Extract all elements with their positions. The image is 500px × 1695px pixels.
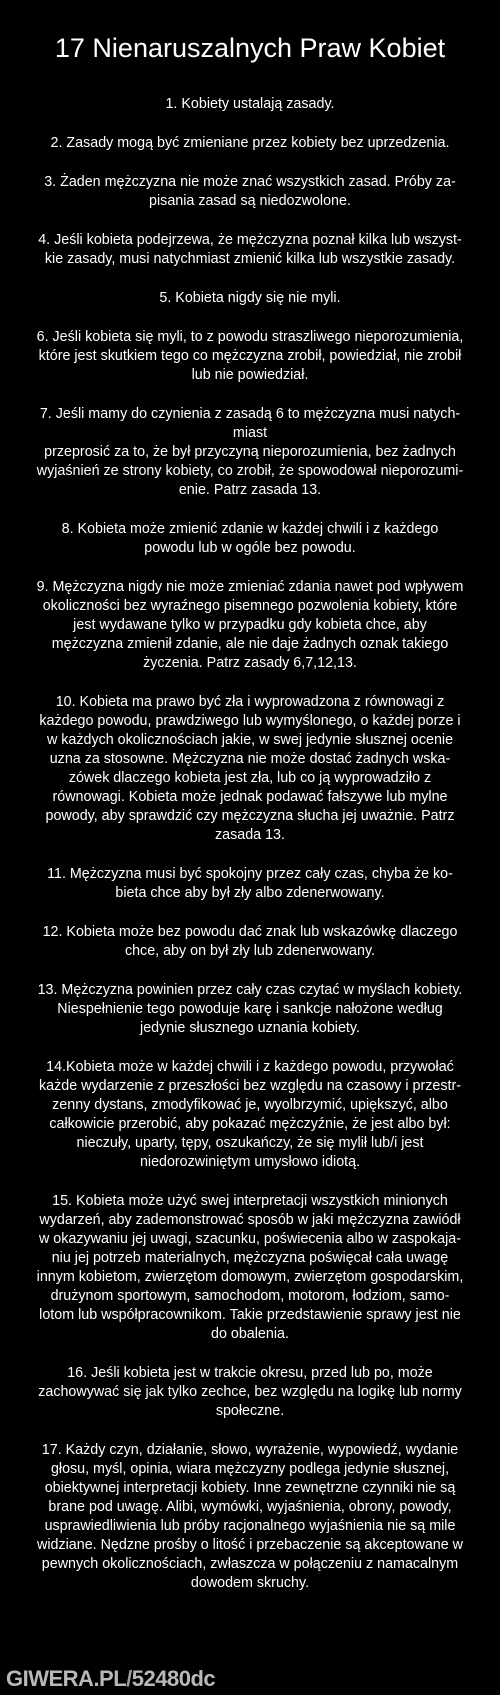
rule-6: 6. Jeśli kobieta się myli, to z powodu straszliwego nieporozumienia, które jest skutkiem tego co mężczyzna zrobił, powiedział, nie zrobił lub nie powiedział.: [36, 329, 464, 383]
page-title: 17 Nienaruszalnych Praw Kobiet: [54, 33, 446, 63]
rule-13: 13. Mężczyzna powinien przez cały czas czytać w myślach kobiety. Niespełnienie tego powoduje karę i sankcje nałożone według jedynie słusznego uznania kobiety.: [37, 982, 463, 1036]
rule-12: 12. Kobieta może bez powodu dać znak lub wskazówkę dlaczego chce, aby on był zły lub zdenerwowany.: [42, 924, 458, 959]
rule-16: 16. Jeśli kobieta jest w trakcie okresu, przed lub po, może zachowywać się jak tylko zechce, bez względu na logikę lub normy społeczne.: [38, 1365, 462, 1419]
rule-14: 14.Kobieta może w każdej chwili i z każdego powodu, przywołać każde wydarzenie z przeszłości bez względu na czasowy i przestr- zenny dystans, zmodyfikować je, wyolbrzymić, upiększyć, albo całkowicie przerobić, aby pokazać mężczyźnie, że jest albo był: nieczuły, uparty, tępy, oszukańczy, że się mylił lub/i jest niedorozwiniętym umysłowo idiotą.: [39, 1059, 461, 1170]
watermark-site: GIWERA.PL: [6, 1666, 127, 1691]
rule-10: 10. Kobieta ma prawo być zła i wyprowadzona z równowagi z każdego powodu, prawdziwego lub wymyślonego, o każdej porze i w każdych okolicznościach jakie, w swej jedynie słusznej ocenie uzna za stosowne. Mężczyzna nie może dostać żadnych wska- zówek dlaczego kobieta jest zła, lub co ją wyprowadziło z równowagi. Kobieta może jednak podawać fałszywe lub mylne powody, aby sprawdzić czy mężczyzna słucha jej uważnie. Patrz zasada 13.: [39, 694, 461, 843]
watermark: [6, 1666, 215, 1692]
watermark-code: 52480dc: [131, 1666, 216, 1691]
watermark-separator: /: [126, 1666, 132, 1691]
rule-9: 9. Mężczyzna nigdy nie może zmieniać zdania nawet pod wpływem okoliczności bez wyraźnego pisemnego pozwolenia kobiety, które jest wydawane tylko w przypadku gdy kobieta chce, aby mężczyzna zmienił zdanie, ale nie daje żadnych oznak takiego życzenia. Patrz zasady 6,7,12,13.: [36, 579, 464, 671]
rules-list: [0, 95, 500, 1613]
rule-4: 4. Jeśli kobieta podejrzewa, że mężczyzna poznał kilka lub wszyst- kie zasady, musi natychmiast zmienić kilka lub wszystkie zasady.: [38, 232, 462, 267]
rule-1: 1. Kobiety ustalają zasady.: [165, 96, 335, 112]
rule-11: 11. Mężczyzna musi być spokojny przez cały czas, chyba że ko- bieta chce aby był zły albo zdenerwowany.: [47, 866, 453, 901]
rule-2: 2. Zasady mogą być zmieniane przez kobiety bez uprzedzenia.: [50, 135, 450, 151]
rule-5: 5. Kobieta nigdy się nie myli.: [159, 290, 341, 306]
rule-17: 17. Każdy czyn, działanie, słowo, wyrażenie, wypowiedź, wydanie głosu, myśl, opinia, wiara mężczyzny podlega jedynie słusznej, obiektywnej interpretacji kobiety. Inne zewnętrzne czynniki nie są brane pod uwagę. Alibi, wymówki, wyjaśnienia, obrony, powody, usprawiedliwienia lub próby racjonalnego wyjaśnienia nie są mile widziane. Nędzne prośby o litość i przebaczenie są akceptowane w pewnych okolicznościach, zwłaszcza w połączeniu z namacalnym dowodem skruchy.: [37, 1442, 463, 1591]
rule-8: 8. Kobieta może zmienić zdanie w każdej chwili i z każdego powodu lub w ogóle bez powodu.: [61, 521, 439, 556]
rule-3: 3. Żaden mężczyzna nie może znać wszystkich zasad. Próby za- pisania zasad są niedozwolone.: [44, 174, 456, 209]
rule-7: 7. Jeśli mamy do czynienia z zasadą 6 to mężczyzna musi natych- miast przeprosić za to, że był przyczyną nieporozumienia, bez żadnych wyjaśnień ze strony kobiety, co zrobił, że spowodował nieporozumi- enie. Patrz zasada 13.: [36, 406, 464, 498]
rule-15: 15. Kobieta może użyć swej interpretacji wszystkich minionych wydarzeń, aby zademonstrować sposób w jaki mężczyzna zawiódł w okazywaniu jej uwagi, szacunku, poświecenia albo w zaspokaja- niu jej potrzeb materialnych, mężczyzna poświęcał cała uwagę innym kobietom, zwierzętom domowym, zwierzętom gospodarskim, drużynom sportowym, samochodom, motorom, łodziom, samo- lotom lub współpracownikom. Takie przedstawienie sprawy jest nie do obalenia.: [36, 1193, 464, 1342]
